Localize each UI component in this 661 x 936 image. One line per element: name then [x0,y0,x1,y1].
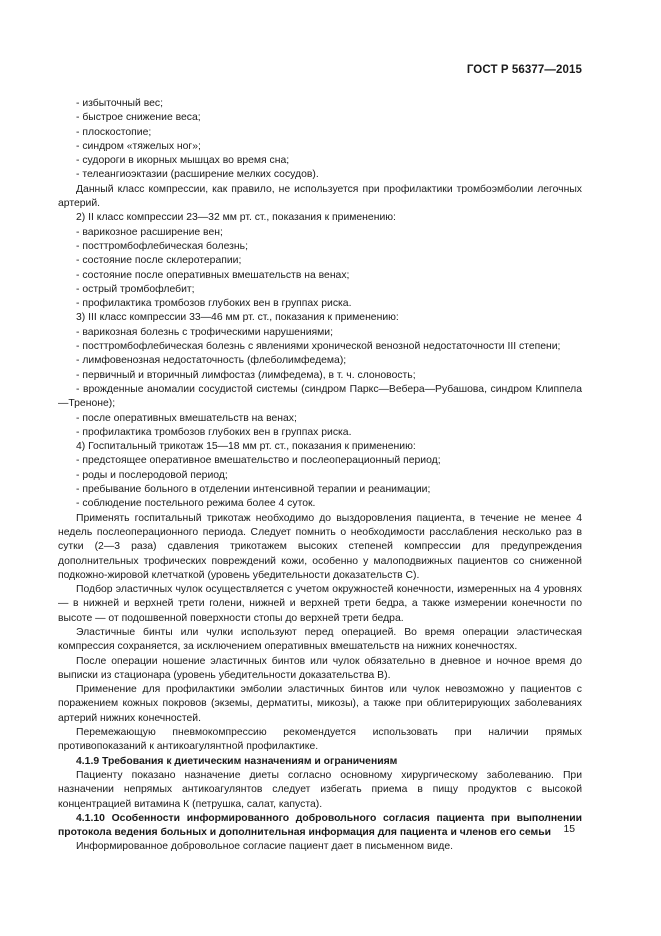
list-item: - состояние после оперативных вмешательств на венах; [76,269,350,281]
list-item: - лимфовенозная недостаточность (флеболимфедема); [76,355,347,367]
paragraph: Информированное добровольное согласие пациент дает в письменном виде. [76,841,453,853]
paragraph: После операции ношение эластичных бинтов или чулок обязательно в дневное и ночное время до выписки из стационара (уровень убедительности доказательства В). [58,655,582,681]
list-item: - после оперативных вмешательств на венах; [76,412,297,424]
page-number: 15 [563,824,575,835]
paragraph: Подбор эластичных чулок осуществляется с учетом окружностей конечности, измеренных на 4 уровнях — в нижней и верхней трети голени, нижней и верхней трети бедра, а также измерении конечности по высоте — от подошвенной поверхности стопы до верхней трети бедра. [58,584,582,624]
paragraph: Перемежающую пневмокомпрессию рекомендуется использовать при наличии прямых противопоказаний к антикоагулянтной профилактике. [58,727,582,753]
list-heading: 2) II класс компрессии 23—32 мм рт. ст., показания к применению: [76,212,396,224]
list-item: - варикозное расширение вен; [76,226,223,238]
section-heading: 4.1.10 Особенности информированного добровольного согласия пациента при выполнении протокола ведения больных и дополнительная информация для пациента и членов его семьи [58,812,582,839]
list-item: - посттромбофлебическая болезнь с явлениями хронической венозной недостаточности III степени; [76,341,561,353]
list-item: - профилактика тромбозов глубоких вен в группах риска. [76,298,352,310]
list-item: - судороги в икорных мышцах во время сна; [76,155,290,167]
list-item: - посттромбофлебическая болезнь; [76,240,248,252]
list-item: - врожденные аномалии сосудистой системы (синдром Паркс—Вебера—Рубашова, синдром Клиппела—Треноне); [58,383,582,410]
list-item: - телеангиоэктазии (расширение мелких сосудов). [76,169,319,181]
standard-header: ГОСТ Р 56377—2015 [466,64,582,76]
list-item: - плоскостопие; [76,126,152,138]
list-item: - пребывание больного в отделении интенсивной терапии и реанимации; [76,484,431,496]
list-item: - состояние после склеротерапии; [76,255,242,267]
section-heading: 4.1.9 Требования к диетическим назначениям и ограничениям [76,755,398,767]
list-item: - избыточный вес; [76,98,163,109]
list-heading: 3) III класс компрессии 33—46 мм рт. ст., показания к применению: [76,312,399,324]
list-item: - синдром «тяжелых ног»; [76,140,201,152]
list-item: - предстоящее оперативное вмешательство и послеоперационный период; [76,455,441,467]
list-item: - профилактика тромбозов глубоких вен в группах риска. [76,426,352,438]
paragraph: Применять госпитальный трикотаж необходимо до выздоровления пациента, в течение не менее 4 недель послеоперационного периода. Следует помнить о необходимости расслабления несколько раз в сутки (2—3 раза) сдавления трикотажем высоких степеней компрессии для предупреждения дополнительных трофических повреждений кожи, особенно у малоподвижных пациентов со сниженной подкожно-жировой клетчаткой (уровень убедительности доказательств С). [58,512,582,581]
list-item: - варикозная болезнь с трофическими нарушениями; [76,326,333,338]
paragraph: Эластичные бинты или чулки используют перед операцией. Во время операции эластическая компрессия сохраняется, за исключением оперативных вмешательств на нижних конечностях. [58,626,582,653]
list-item: - первичный и вторичный лимфостаз (лимфедема), в т. ч. слоновость; [76,369,416,381]
list-item: - соблюдение постельного режима более 4 суток. [76,498,316,510]
paragraph: Данный класс компрессии, как правило, не используется при профилактики тромбоэмболии легочных артерий. [58,183,582,210]
list-heading: 4) Госпитальный трикотаж 15—18 мм рт. ст., показания к применению: [76,441,416,453]
list-item: - роды и послеродовой период; [76,469,228,481]
paragraph: Пациенту показано назначение диеты согласно основному хирургическому заболеванию. При назначении непрямых антикоагулянтов следует избегать приема в пищу продуктов с высокой концентрацией витамина К (петрушка, салат, капуста). [58,769,582,810]
list-item: - быстрое снижение веса; [76,112,201,124]
page-body [58,97,582,855]
paragraph: Применение для профилактики эмболии эластичных бинтов или чулок невозможно у пациентов с поражением кожных покровов (экземы, дерматиты, микозы), а также при облитерирующих заболеваниях артерий нижних конечностей. [58,684,582,724]
list-item: - острый тромбофлебит; [76,283,195,295]
